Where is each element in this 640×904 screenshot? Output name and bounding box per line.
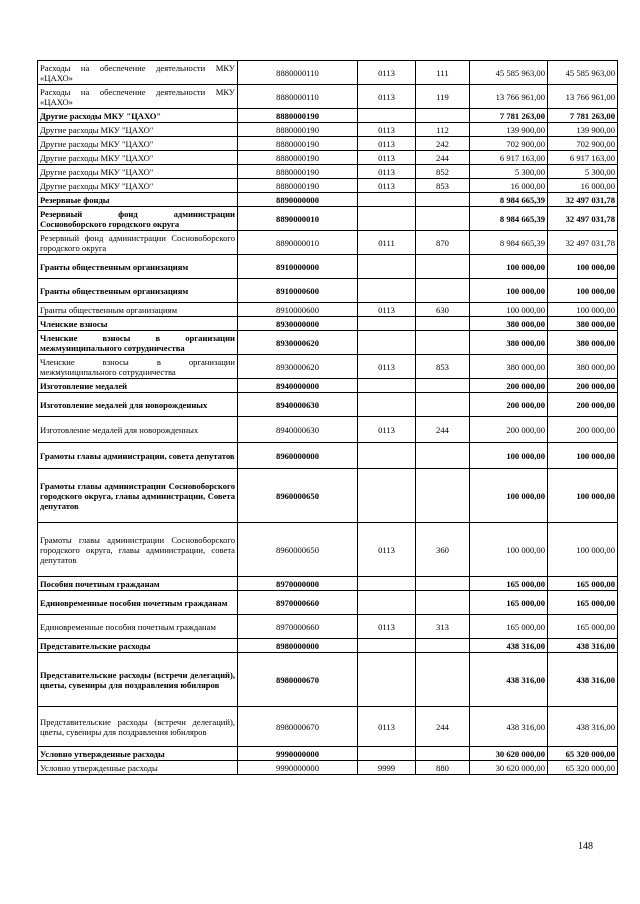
row-section: 0113	[358, 137, 416, 151]
row-code: 8880000190	[238, 165, 358, 179]
row-sum-year1: 139 900,00	[470, 123, 548, 137]
row-code: 8960000000	[238, 443, 358, 469]
row-code: 8970000660	[238, 615, 358, 639]
row-sum-year2: 380 000,00	[548, 317, 618, 331]
row-name: Представительские расходы	[38, 639, 238, 653]
table-row	[38, 179, 618, 193]
row-name: Расходы на обеспечение деятельности МКУ «ЦАХО»	[38, 85, 238, 109]
row-sum-year1: 100 000,00	[470, 279, 548, 303]
row-sum-year2: 438 316,00	[548, 653, 618, 707]
row-sum-year1: 7 781 263,00	[470, 109, 548, 123]
row-code: 8880000190	[238, 109, 358, 123]
row-section: 0113	[358, 523, 416, 577]
row-code: 9990000000	[238, 761, 358, 775]
row-expense-type: 852	[416, 165, 470, 179]
row-code: 8880000190	[238, 123, 358, 137]
row-section: 9999	[358, 761, 416, 775]
row-sum-year2: 7 781 263,00	[548, 109, 618, 123]
row-section	[358, 591, 416, 615]
table-row	[38, 469, 618, 523]
row-name: Гранты общественным организациям	[38, 279, 238, 303]
row-expense-type	[416, 207, 470, 231]
row-code: 8930000620	[238, 355, 358, 379]
row-section: 0113	[358, 151, 416, 165]
row-code: 9990000000	[238, 747, 358, 761]
table-row	[38, 761, 618, 775]
row-sum-year2: 32 497 031,78	[548, 207, 618, 231]
row-sum-year1: 380 000,00	[470, 355, 548, 379]
row-sum-year2: 100 000,00	[548, 255, 618, 279]
row-code: 8980000670	[238, 653, 358, 707]
row-sum-year2: 100 000,00	[548, 469, 618, 523]
table-row	[38, 523, 618, 577]
row-name: Другие расходы МКУ "ЦАХО"	[38, 109, 238, 123]
row-section	[358, 109, 416, 123]
table-row	[38, 443, 618, 469]
row-expense-type	[416, 469, 470, 523]
row-section	[358, 207, 416, 231]
row-name: Гранты общественным организациям	[38, 255, 238, 279]
row-section	[358, 653, 416, 707]
row-sum-year1: 165 000,00	[470, 591, 548, 615]
row-sum-year1: 438 316,00	[470, 707, 548, 747]
table-row	[38, 317, 618, 331]
row-section	[358, 255, 416, 279]
row-code: 8970000660	[238, 591, 358, 615]
row-expense-type: 880	[416, 761, 470, 775]
row-section	[358, 317, 416, 331]
row-section: 0113	[358, 417, 416, 443]
row-sum-year1: 8 984 665,39	[470, 231, 548, 255]
row-expense-type	[416, 109, 470, 123]
page-number: 148	[578, 841, 593, 852]
row-code: 8910000600	[238, 279, 358, 303]
row-expense-type	[416, 379, 470, 393]
row-expense-type	[416, 639, 470, 653]
row-name: Грамоты главы администрации Сосновоборского городского округа, главы администрации, Совета депутатов	[38, 469, 238, 523]
table-row	[38, 355, 618, 379]
row-name: Условно утвержденные расходы	[38, 747, 238, 761]
row-sum-year2: 65 320 000,00	[548, 761, 618, 775]
row-name: Представительские расходы (встречи делегаций), цветы, сувениры для поздравления юбиляров	[38, 653, 238, 707]
row-section	[358, 469, 416, 523]
row-code: 8880000190	[238, 179, 358, 193]
row-name: Грамоты главы администрации Сосновоборского городского округа, главы администрации, совета депутатов	[38, 523, 238, 577]
row-code: 8880000110	[238, 85, 358, 109]
row-code: 8880000190	[238, 137, 358, 151]
table-row	[38, 137, 618, 151]
row-name: Другие расходы МКУ "ЦАХО"	[38, 179, 238, 193]
row-name: Другие расходы МКУ "ЦАХО"	[38, 165, 238, 179]
row-expense-type	[416, 591, 470, 615]
row-name: Грамоты главы администрации, совета депутатов	[38, 443, 238, 469]
row-sum-year2: 200 000,00	[548, 417, 618, 443]
row-code: 8970000000	[238, 577, 358, 591]
table-row	[38, 639, 618, 653]
row-expense-type	[416, 747, 470, 761]
table-row	[38, 279, 618, 303]
row-expense-type: 853	[416, 355, 470, 379]
table-row	[38, 255, 618, 279]
row-name: Другие расходы МКУ "ЦАХО"	[38, 151, 238, 165]
table-row	[38, 417, 618, 443]
row-code: 8940000630	[238, 393, 358, 417]
row-code: 8930000000	[238, 317, 358, 331]
table-row	[38, 331, 618, 355]
row-name: Другие расходы МКУ "ЦАХО"	[38, 137, 238, 151]
table-row	[38, 379, 618, 393]
row-sum-year2: 380 000,00	[548, 355, 618, 379]
row-section	[358, 393, 416, 417]
row-section: 0113	[358, 615, 416, 639]
row-sum-year1: 200 000,00	[470, 393, 548, 417]
row-section	[358, 193, 416, 207]
table-row	[38, 653, 618, 707]
row-code: 8930000620	[238, 331, 358, 355]
row-sum-year1: 380 000,00	[470, 317, 548, 331]
table-row	[38, 61, 618, 85]
row-name: Гранты общественным организациям	[38, 303, 238, 317]
table-row	[38, 231, 618, 255]
table-row	[38, 151, 618, 165]
table-row	[38, 85, 618, 109]
table-row	[38, 707, 618, 747]
row-expense-type: 112	[416, 123, 470, 137]
row-sum-year1: 100 000,00	[470, 255, 548, 279]
row-sum-year2: 16 000,00	[548, 179, 618, 193]
row-sum-year2: 32 497 031,78	[548, 231, 618, 255]
row-sum-year1: 165 000,00	[470, 615, 548, 639]
row-sum-year1: 380 000,00	[470, 331, 548, 355]
row-name: Другие расходы МКУ "ЦАХО"	[38, 123, 238, 137]
row-sum-year2: 702 900,00	[548, 137, 618, 151]
row-expense-type	[416, 193, 470, 207]
row-expense-type: 244	[416, 707, 470, 747]
row-sum-year1: 6 917 163,00	[470, 151, 548, 165]
row-code: 8880000110	[238, 61, 358, 85]
row-name: Резервные фонды	[38, 193, 238, 207]
row-name: Единовременные пособия почетным гражданам	[38, 615, 238, 639]
row-sum-year2: 380 000,00	[548, 331, 618, 355]
row-sum-year2: 165 000,00	[548, 577, 618, 591]
row-sum-year1: 100 000,00	[470, 523, 548, 577]
row-name: Единовременные пособия почетным гражданам	[38, 591, 238, 615]
row-name: Расходы на обеспечение деятельности МКУ «ЦАХО»	[38, 61, 238, 85]
row-code: 8890000010	[238, 207, 358, 231]
row-section: 0111	[358, 231, 416, 255]
row-section	[358, 443, 416, 469]
row-sum-year1: 16 000,00	[470, 179, 548, 193]
row-code: 8980000670	[238, 707, 358, 747]
table-row	[38, 123, 618, 137]
row-expense-type	[416, 393, 470, 417]
row-sum-year1: 100 000,00	[470, 303, 548, 317]
row-expense-type: 853	[416, 179, 470, 193]
row-sum-year2: 139 900,00	[548, 123, 618, 137]
table-row	[38, 577, 618, 591]
row-sum-year1: 200 000,00	[470, 379, 548, 393]
table-row	[38, 303, 618, 317]
row-sum-year1: 30 620 000,00	[470, 761, 548, 775]
row-code: 8960000650	[238, 469, 358, 523]
row-section	[358, 379, 416, 393]
row-name: Резервный фонд администрации Сосновоборского городского округа	[38, 207, 238, 231]
row-name: Изготовление медалей для новорожденных	[38, 393, 238, 417]
row-sum-year1: 8 984 665,39	[470, 207, 548, 231]
row-code: 8980000000	[238, 639, 358, 653]
row-sum-year2: 200 000,00	[548, 379, 618, 393]
row-sum-year1: 702 900,00	[470, 137, 548, 151]
table-row	[38, 591, 618, 615]
row-section: 0113	[358, 61, 416, 85]
row-expense-type	[416, 653, 470, 707]
row-section	[358, 639, 416, 653]
row-section: 0113	[358, 179, 416, 193]
table-row	[38, 393, 618, 417]
row-code: 8910000000	[238, 255, 358, 279]
row-expense-type: 313	[416, 615, 470, 639]
row-sum-year1: 5 300,00	[470, 165, 548, 179]
row-expense-type	[416, 255, 470, 279]
row-sum-year1: 200 000,00	[470, 417, 548, 443]
row-section	[358, 747, 416, 761]
table-row	[38, 207, 618, 231]
row-sum-year2: 100 000,00	[548, 303, 618, 317]
row-section: 0113	[358, 355, 416, 379]
row-sum-year2: 13 766 961,00	[548, 85, 618, 109]
row-expense-type: 630	[416, 303, 470, 317]
row-code: 8910000600	[238, 303, 358, 317]
row-name: Условно утвержденные расходы	[38, 761, 238, 775]
row-code: 8890000000	[238, 193, 358, 207]
table-row	[38, 165, 618, 179]
row-expense-type: 242	[416, 137, 470, 151]
row-name: Изготовление медалей для новорожденных	[38, 417, 238, 443]
row-name: Членские взносы в организации межмуниципального сотрудничества	[38, 355, 238, 379]
row-expense-type: 244	[416, 417, 470, 443]
row-expense-type: 119	[416, 85, 470, 109]
row-sum-year1: 438 316,00	[470, 653, 548, 707]
table-row	[38, 615, 618, 639]
row-code: 8890000010	[238, 231, 358, 255]
row-name: Пособия почетным гражданам	[38, 577, 238, 591]
row-name: Членские взносы	[38, 317, 238, 331]
row-sum-year1: 30 620 000,00	[470, 747, 548, 761]
row-section: 0113	[358, 165, 416, 179]
row-expense-type: 870	[416, 231, 470, 255]
row-sum-year1: 438 316,00	[470, 639, 548, 653]
row-sum-year2: 165 000,00	[548, 615, 618, 639]
row-sum-year2: 32 497 031,78	[548, 193, 618, 207]
row-sum-year2: 165 000,00	[548, 591, 618, 615]
row-sum-year2: 100 000,00	[548, 443, 618, 469]
row-expense-type: 360	[416, 523, 470, 577]
row-sum-year1: 8 984 665,39	[470, 193, 548, 207]
row-sum-year2: 45 585 963,00	[548, 61, 618, 85]
row-code: 8940000000	[238, 379, 358, 393]
row-section: 0113	[358, 85, 416, 109]
row-expense-type: 244	[416, 151, 470, 165]
row-code: 8940000630	[238, 417, 358, 443]
row-expense-type	[416, 443, 470, 469]
row-sum-year2: 438 316,00	[548, 707, 618, 747]
row-section	[358, 577, 416, 591]
row-sum-year1: 100 000,00	[470, 469, 548, 523]
row-sum-year2: 438 316,00	[548, 639, 618, 653]
table-row	[38, 109, 618, 123]
row-name: Представительские расходы (встречи делегаций), цветы, сувениры для поздравления юбиляров	[38, 707, 238, 747]
row-section	[358, 279, 416, 303]
row-sum-year1: 13 766 961,00	[470, 85, 548, 109]
row-name: Изготовление медалей	[38, 379, 238, 393]
table-row	[38, 193, 618, 207]
row-sum-year2: 200 000,00	[548, 393, 618, 417]
row-sum-year2: 100 000,00	[548, 523, 618, 577]
row-expense-type	[416, 279, 470, 303]
row-expense-type	[416, 317, 470, 331]
row-section	[358, 331, 416, 355]
budget-table	[37, 60, 618, 775]
table-row	[38, 747, 618, 761]
row-code: 8880000190	[238, 151, 358, 165]
row-name: Членские взносы в организации межмуниципального сотрудничества	[38, 331, 238, 355]
row-sum-year1: 45 585 963,00	[470, 61, 548, 85]
row-sum-year1: 165 000,00	[470, 577, 548, 591]
row-code: 8960000650	[238, 523, 358, 577]
row-section: 0113	[358, 707, 416, 747]
row-sum-year2: 5 300,00	[548, 165, 618, 179]
row-sum-year2: 100 000,00	[548, 279, 618, 303]
row-sum-year1: 100 000,00	[470, 443, 548, 469]
row-name: Резервный фонд администрации Сосновоборского городского округа	[38, 231, 238, 255]
row-sum-year2: 65 320 000,00	[548, 747, 618, 761]
row-section: 0113	[358, 303, 416, 317]
row-section: 0113	[358, 123, 416, 137]
row-expense-type: 111	[416, 61, 470, 85]
row-expense-type	[416, 577, 470, 591]
row-sum-year2: 6 917 163,00	[548, 151, 618, 165]
row-expense-type	[416, 331, 470, 355]
